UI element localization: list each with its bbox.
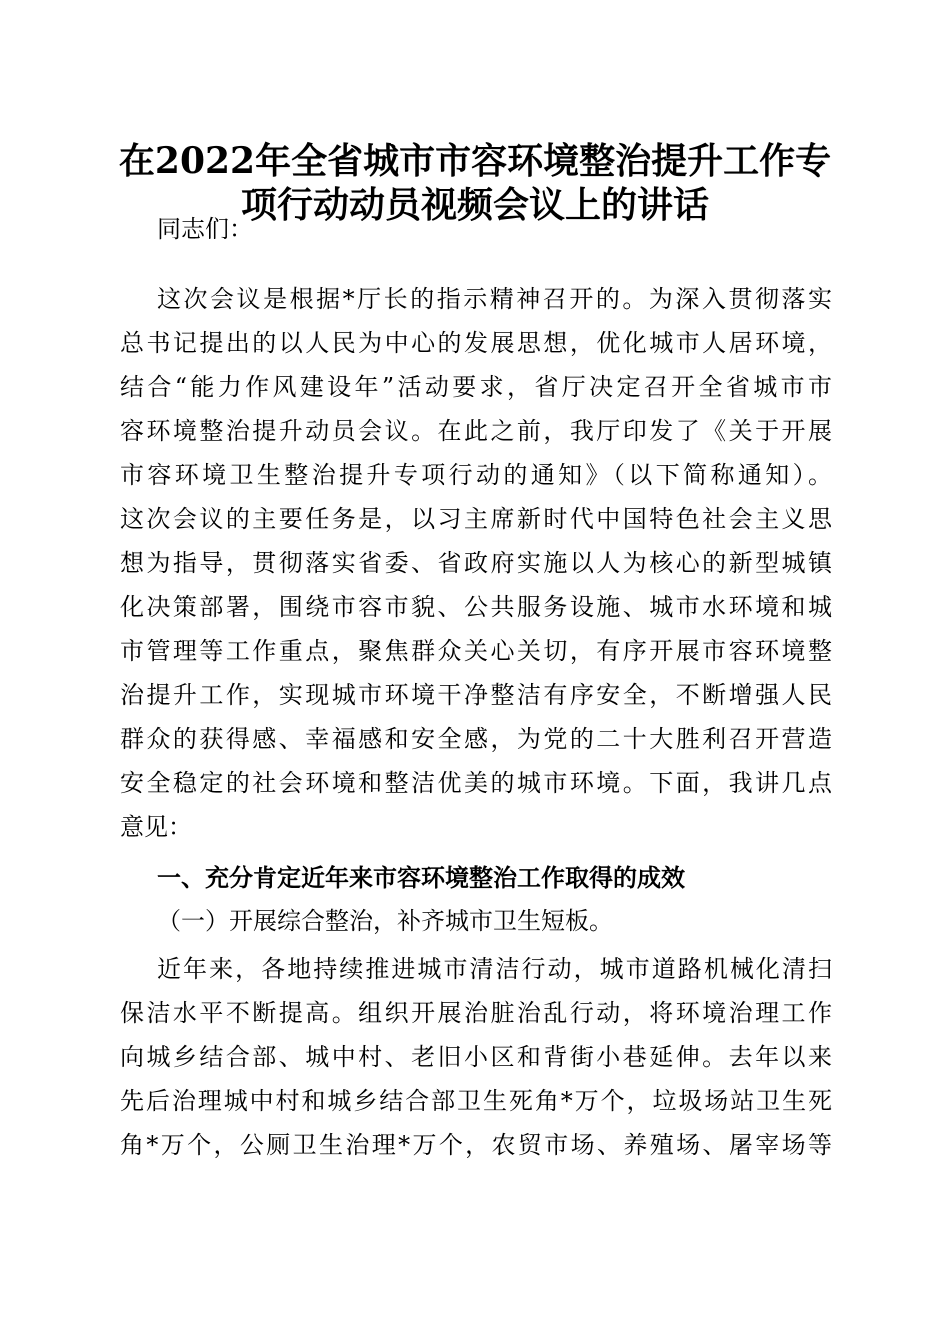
- paragraph-1-line: 意见：: [120, 813, 192, 841]
- paragraph-1-line: 市管理等工作重点，聚焦群众关心关切，有序开展市容环境整: [120, 637, 832, 665]
- paragraph-1-line: 群众的获得感、幸福感和安全感，为党的二十大胜利召开营造: [120, 725, 832, 753]
- paragraph-1-line: 市容环境卫生整治提升专项行动的通知》（以下简称通知）。: [120, 461, 832, 489]
- paragraph-2-line: 向城乡结合部、城中村、老旧小区和背街小巷延伸。去年以来: [120, 1043, 832, 1071]
- paragraph-1-line: 安全稳定的社会环境和整洁优美的城市环境。下面，我讲几点: [120, 769, 832, 797]
- paragraph-1-line: 化决策部署，围绕市容市貌、公共服务设施、城市水环境和城: [120, 593, 832, 621]
- paragraph-2-line: 保洁水平不断提高。组织开展治脏治乱行动，将环境治理工作: [120, 999, 832, 1027]
- paragraph-1-line: 结合“能力作风建设年”活动要求，省厅决定召开全省城市市: [120, 373, 832, 401]
- paragraph-1-line: 这次会议是根据*厅长的指示精神召开的。为深入贯彻落实: [157, 285, 832, 313]
- salutation: 同志们：: [157, 215, 253, 243]
- paragraph-1-line: 这次会议的主要任务是，以习主席新时代中国特色社会主义思: [120, 505, 832, 533]
- paragraph-2-line: 先后治理城中村和城乡结合部卫生死角*万个，垃圾场站卫生死: [120, 1087, 832, 1115]
- paragraph-1-line: 想为指导，贯彻落实省委、省政府实施以人为核心的新型城镇: [120, 549, 832, 577]
- section-heading-1: 一、充分肯定近年来市容环境整治工作取得的成效: [157, 864, 685, 892]
- paragraph-2-line: 角*万个，公厕卫生治理*万个，农贸市场、养殖场、屠宰场等: [120, 1131, 832, 1159]
- document-title-line-1: 在2022年全省城市市容环境整治提升工作专: [118, 140, 832, 182]
- paragraph-1-line: 总书记提出的以人民为中心的发展思想，优化城市人居环境，: [120, 329, 832, 357]
- document-title-line-2: 项行动动员视频会议上的讲话: [240, 184, 709, 226]
- paragraph-1-line: 治提升工作，实现城市环境干净整洁有序安全，不断增强人民: [120, 681, 832, 709]
- paragraph-2-line: 近年来，各地持续推进城市清洁行动，城市道路机械化清扫: [157, 955, 832, 983]
- paragraph-1-line: 容环境整治提升动员会议。在此之前，我厅印发了《关于开展: [120, 417, 832, 445]
- section-heading-2: （一）开展综合整治，补齐城市卫生短板。: [157, 907, 613, 935]
